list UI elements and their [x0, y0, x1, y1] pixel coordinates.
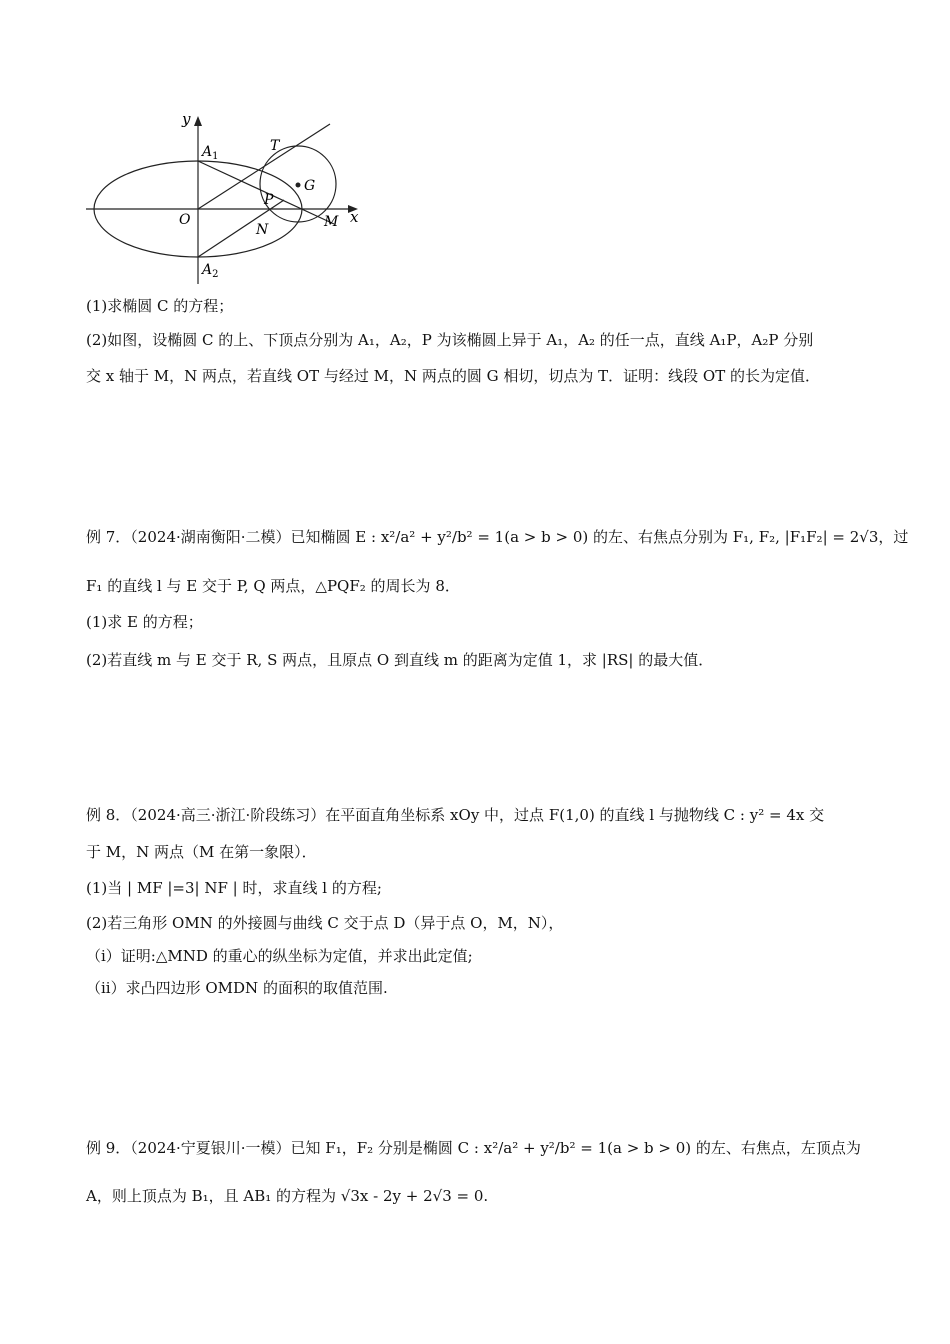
label-y: y — [182, 110, 191, 128]
example7-line2: F₁ 的直线 l 与 E 交于 P, Q 两点，△PQF₂ 的周长为 8． — [86, 577, 460, 595]
example9-line2: A，则上顶点为 B₁，且 AB₁ 的方程为 √3x - 2y + 2√3 = 0. — [86, 1187, 489, 1205]
label-m: M — [324, 214, 339, 230]
label-g: G — [304, 178, 316, 194]
example8-line2: 于 M，N 两点（M 在第一象限）． — [86, 843, 317, 861]
example8-part2: (2)若三角形 OMN 的外接圆与曲线 C 交于点 D（异于点 O，M，N）， — [86, 914, 564, 932]
label-n: N — [256, 222, 269, 238]
example7-part1: (1)求 E 的方程； — [86, 613, 203, 631]
q6-part1: (1)求椭圆 C 的方程； — [86, 297, 234, 315]
label-a2: $A_2$ — [202, 262, 219, 280]
example8-part1: (1)当 | MF |=3| NF | 时，求直线 l 的方程; — [86, 879, 382, 897]
q6-part2-line1: (2)如图，设椭圆 C 的上、下顶点分别为 A₁，A₂，P 为该椭圆上异于 A₁，A₂ 的任一点，直线 A₁P，A₂P 分别 — [86, 331, 814, 349]
label-a1: $A_1$ — [202, 144, 219, 162]
example7-part2: (2)若直线 m 与 E 交于 R, S 两点，且原点 O 到直线 m 的距离为定值 1，求 |RS| 的最大值． — [86, 651, 714, 669]
y-axis-arrow — [194, 116, 202, 126]
example8-part2-i: （i）证明:△MND 的重心的纵坐标为定值，并求出此定值; — [86, 947, 473, 965]
q6-part2-line2: 交 x 轴于 M，N 两点，若直线 OT 与经过 M，N 两点的圆 G 相切，切点为 T．证明：线段 OT 的长为定值． — [86, 367, 821, 385]
center-g — [296, 183, 301, 188]
label-p: P — [264, 192, 274, 208]
label-x: x — [350, 208, 359, 226]
label-t: T — [270, 138, 280, 154]
example7-header: 例 7．（2024·湖南衡阳·二模）已知椭圆 E : x²/a² + y²/b² = 1(a > b > 0) 的左、右焦点分别为 F₁, F₂, |F₁F₂| = 2√3，过 — [86, 528, 909, 546]
ellipse-circle-figure — [84, 108, 374, 288]
example8-header: 例 8．（2024·高三·浙江·阶段练习）在平面直角坐标系 xOy 中，过点 F(1,0) 的直线 l 与抛物线 C : y² = 4x 交 — [86, 806, 825, 824]
label-o: O — [179, 212, 191, 228]
example8-part2-ii: （ii）求凸四边形 OMDN 的面积的取值范围. — [86, 979, 388, 997]
example9-header: 例 9．（2024·宁夏银川·一模）已知 F₁，F₂ 分别是椭圆 C : x²/a² + y²/b² = 1(a > b > 0) 的左、右焦点，左顶点为 — [86, 1139, 861, 1157]
